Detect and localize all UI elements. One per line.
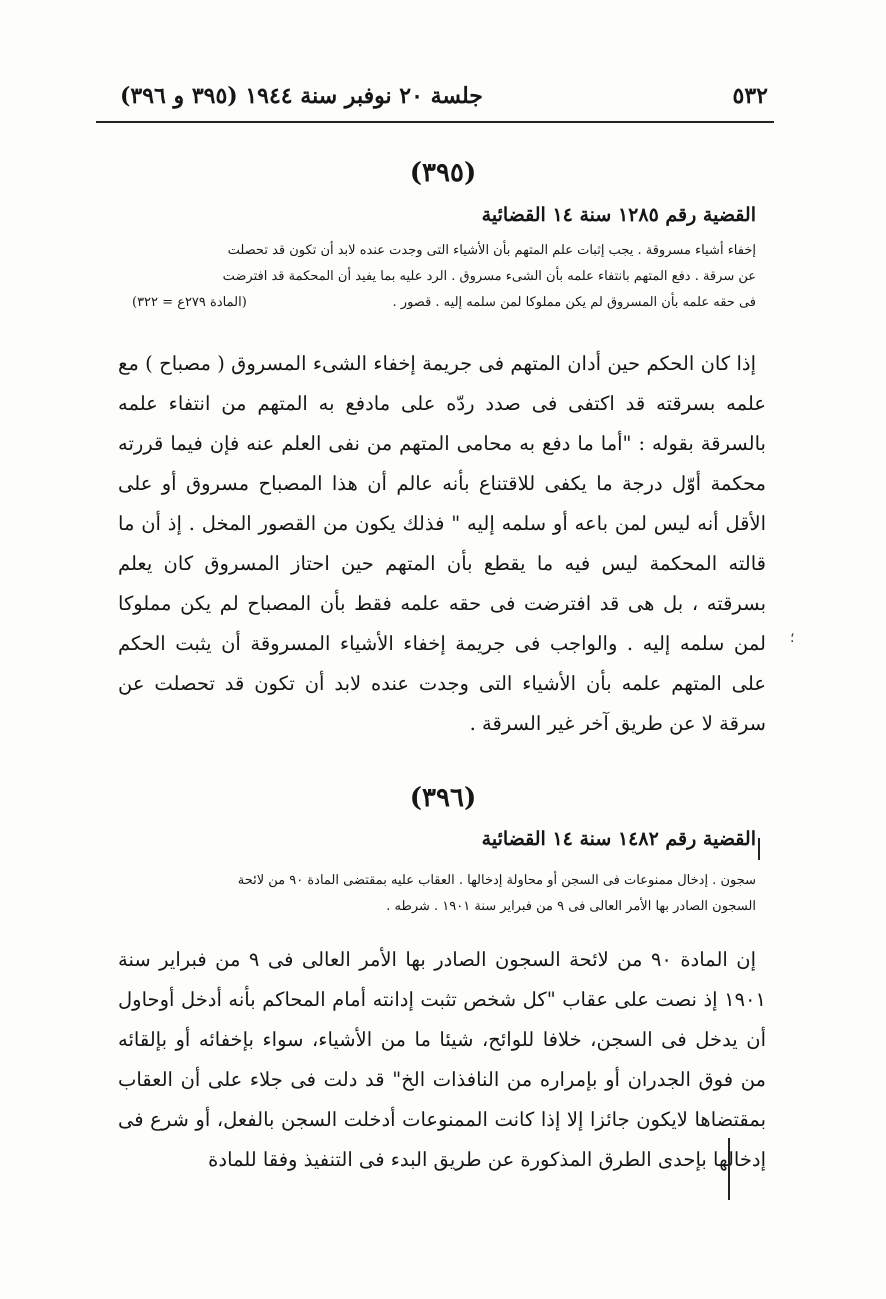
case-number-395: (٣٩٥)	[409, 158, 477, 188]
ruling-text-396	[118, 940, 766, 1180]
headnote-line: إخفاء أشياء مسروقة . يجب إثبات علم المتهم بأن الأشياء التى وجدت عنده لابد أن تكون قد تحصلت	[227, 243, 756, 258]
headnote-line	[132, 290, 756, 316]
session-title: جلسة ٢٠ نوفبر سنة ١٩٤٤ (٣٩٥ و ٣٩٦)	[120, 83, 483, 109]
margin-mark: ؛	[790, 630, 795, 646]
page-number: ٥٣٢	[732, 83, 768, 109]
margin-bracket	[728, 1138, 730, 1200]
headnote-395	[132, 238, 756, 316]
headnote-line: سجون . إدخال ممنوعات فى السجن أو محاولة إدخالها . العقاب عليه بمقتضى المادة ٩٠ من لائحة	[237, 873, 756, 888]
margin-bracket	[758, 838, 760, 860]
header-divider	[96, 121, 774, 123]
headnote-line: السجون الصادر بها الأمر العالى فى ٩ من فبراير سنة ١٩٠١ . شرطه .	[386, 899, 756, 914]
ruling-paragraph: إذا كان الحكم حين أدان المتهم فى جريمة إخفاء الشىء المسروق ( مصباح ) مع علمه بسرقته قد اكتفى فى صدد ردّه على مادفع به المتهم من انتفاء علمه بالسرقة بقوله : "أما ما دفع به محامى المتهم من نفى العلم عنه فإن فيما قررته محكمة أوّل درجة ما يكفى للاقتناع بأنه عالم أن هذا المصباح مسروق أو على الأقل أنه ليس لمن باعه أو سلمه إليه " فذلك يكون من القصور المخل . إذ أن ما قالته المحكمة ليس فيه ما يقطع بأن المتهم حين احتاز المسروق كان يعلم بسرقته ، بل هى قد افترضت فى حقه علمه فقط بأن المصباح لم يكن مملوكا لمن سلمه إليه . والواجب فى جريمة إخفاء الأشياء المسروقة أن يثبت الحكم على المتهم علمه بأن الأشياء التى وجدت عنده لابد أن تكون قد تحصلت عن سرقة لا عن طريق آخر غير السرقة .	[118, 352, 766, 735]
case-number-396: (٣٩٦)	[409, 783, 477, 813]
case-title-396: القضية رقم ١٤٨٢ سنة ١٤ القضائية	[481, 828, 756, 850]
page-header	[120, 78, 768, 114]
headnote-396	[132, 868, 756, 920]
statute-reference: (المادة ٢٧٩ع = ٣٢٢)	[132, 295, 247, 310]
case-title-395: القضية رقم ١٢٨٥ سنة ١٤ القضائية	[481, 204, 756, 226]
ruling-paragraph: إن المادة ٩٠ من لائحة السجون الصادر بها الأمر العالى فى ٩ من فبراير سنة ١٩٠١ إذ نصت على عقاب "كل شخص تثبت إدانته أمام المحاكم بأنه أدخل أوحاول أن يدخل فى السجن، خلافا للوائح، شيئا ما من الأشياء، سواء بإخفائه أو بإلقائه من فوق الجدران أو بإمراره من النافذات الخ" قد دلت فى جلاء على أن العقاب بمقتضاها لايكون جائزا إلا إذا كانت الممنوعات أدخلت السجن بالفعل، أو شرع فى إدخالها بإحدى الطرق المذكورة عن طريق البدء فى التنفيذ وفقا للمادة	[118, 948, 766, 1171]
ruling-text-395	[118, 344, 766, 744]
headnote-line: عن سرقة . دفع المتهم بانتفاء علمه بأن الشىء مسروق . الرد عليه بما يفيد أن المحكمة قد افترضت	[222, 269, 756, 284]
headnote-text: فى حقه علمه بأن المسروق لم يكن مملوكا لمن سلمه إليه . قصور .	[392, 295, 756, 310]
